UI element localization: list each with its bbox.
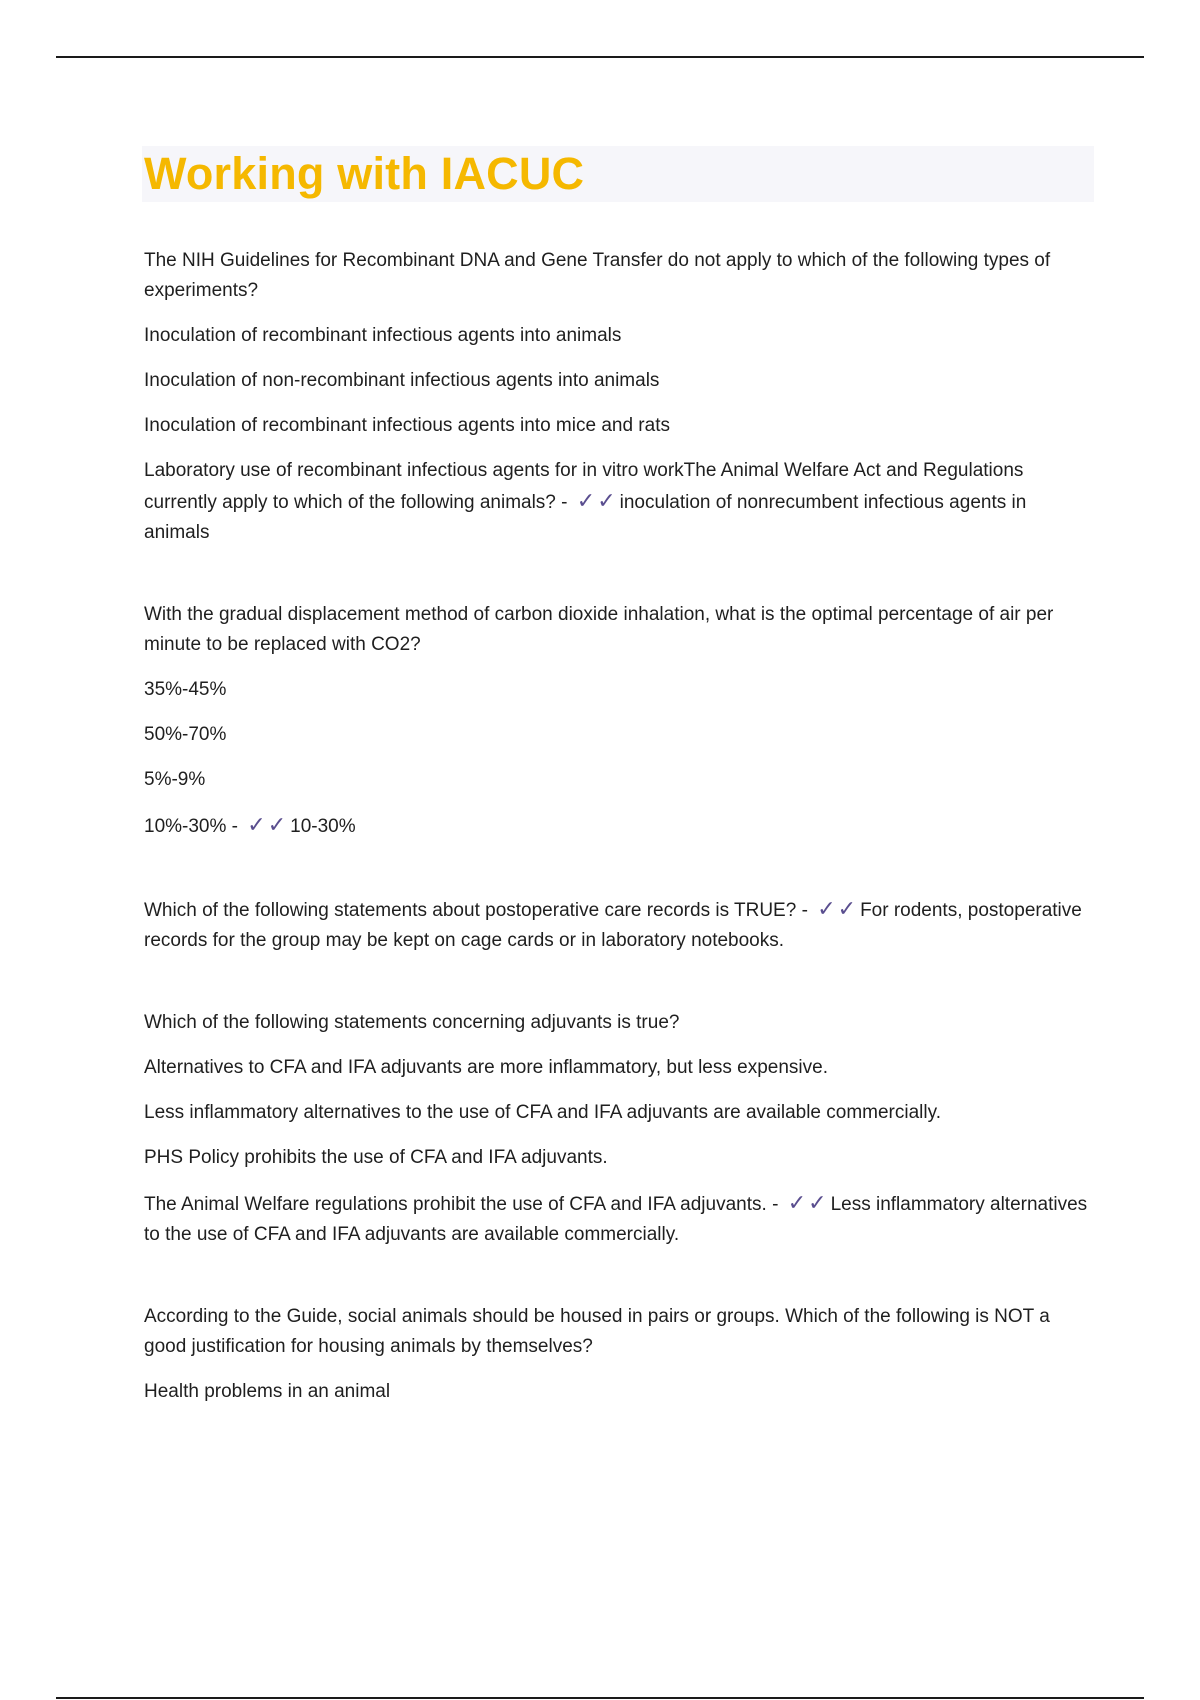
question-block <box>144 1008 1094 1250</box>
answer-option-text: 10%-30% - <box>144 816 238 837</box>
answer-option: Inoculation of non-recombinant infectious agents into animals <box>144 370 660 391</box>
check-mark-icon: ✓ <box>597 488 616 513</box>
correct-answer: 10-30% <box>290 816 356 837</box>
answer-option: 5%-9% <box>144 769 206 790</box>
correct-answer: For rodents, postoperative records for the group may be kept on cage cards or in laboratory notebooks. <box>144 900 1082 951</box>
question-block <box>144 600 1094 842</box>
check-marks <box>576 486 617 518</box>
answer-option: PHS Policy prohibits the use of CFA and IFA adjuvants. <box>144 1147 608 1168</box>
answer-option: 50%-70% <box>144 724 227 745</box>
check-mark-icon: ✓ <box>576 488 596 513</box>
check-mark-icon: ✓ <box>817 896 836 921</box>
answer-option: Inoculation of recombinant infectious agents into animals <box>144 325 622 346</box>
answer-option-with-answer <box>144 810 1094 842</box>
answer-option: Inoculation of recombinant infectious agents into mice and rats <box>144 415 670 436</box>
document-body <box>144 146 1094 1459</box>
check-mark-icon: ✓ <box>787 1190 807 1215</box>
question-prompt: According to the Guide, social animals should be housed in pairs or groups. Which of the following is NOT a good justification for housing animals by themselves? <box>144 1306 1050 1357</box>
question-block <box>144 1302 1094 1407</box>
check-mark-icon: ✓ <box>837 896 857 921</box>
check-marks <box>816 894 857 926</box>
answer-option: 35%-45% <box>144 679 227 700</box>
question-with-answer <box>144 894 1094 956</box>
answer-option-text: Laboratory use of recombinant infectious agents for in vitro workThe Animal Welfare Act and Regulations currently apply to which of the following animals? - <box>144 460 1024 513</box>
top-rule <box>56 56 1144 58</box>
question-block <box>144 246 1094 548</box>
check-marks <box>787 1188 828 1220</box>
question-block <box>144 894 1094 956</box>
answer-option: Alternatives to CFA and IFA adjuvants are more inflammatory, but less expensive. <box>144 1057 828 1078</box>
check-mark-icon: ✓ <box>267 812 287 837</box>
question-prompt: Which of the following statements about postoperative care records is TRUE? - <box>144 900 808 921</box>
correct-answer: inoculation of nonrecumbent infectious agents in animals <box>144 492 1027 543</box>
answer-option-with-answer <box>144 1188 1094 1250</box>
check-marks <box>246 810 287 842</box>
title-band <box>142 146 1094 202</box>
bottom-rule <box>56 1697 1144 1699</box>
check-mark-icon: ✓ <box>808 1190 827 1215</box>
correct-answer: Less inflammatory alternatives to the use of CFA and IFA adjuvants are available commercially. <box>144 1194 1088 1245</box>
answer-option: Less inflammatory alternatives to the use of CFA and IFA adjuvants are available commercially. <box>144 1102 941 1123</box>
question-prompt: With the gradual displacement method of carbon dioxide inhalation, what is the optimal percentage of air per minute to be replaced with CO2? <box>144 604 1054 655</box>
question-prompt: The NIH Guidelines for Recombinant DNA and Gene Transfer do not apply to which of the following types of experiments? <box>144 250 1051 301</box>
answer-option-text: The Animal Welfare regulations prohibit the use of CFA and IFA adjuvants. - <box>144 1194 779 1215</box>
document-title: Working with IACUC <box>144 148 585 199</box>
answer-option-with-answer <box>144 456 1094 548</box>
question-prompt: Which of the following statements concerning adjuvants is true? <box>144 1012 680 1033</box>
check-mark-icon: ✓ <box>247 812 266 837</box>
answer-option: Health problems in an animal <box>144 1381 391 1402</box>
